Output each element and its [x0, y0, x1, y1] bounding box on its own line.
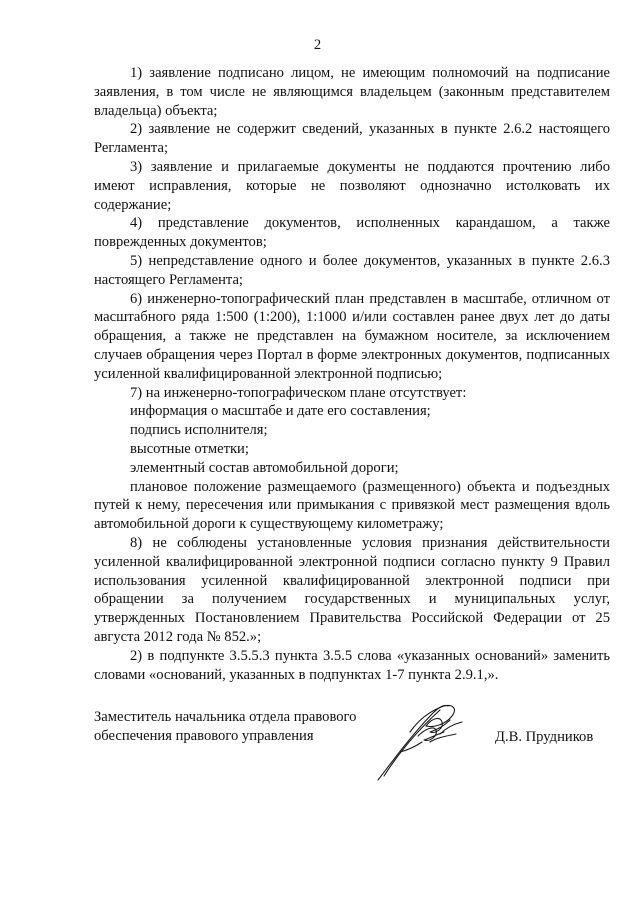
paragraph-item-7: 7) на инженерно-топографическом плане отсутствует: — [130, 384, 467, 401]
page-number: 2 — [313, 37, 322, 53]
paragraph-item-6: 6) инженерно-топографический план представлен в масштабе, отличном от масштабного ряда 1:500 (1:200), 1:1000 и/или составлен ранее двух лет до даты обращения, а также не представлен на бумажном носителе, за исключением случаев обращения через Портал в форме электронных документов, подписанных усиленной квалифицированной электронной подписью; — [94, 290, 610, 382]
paragraph-item-5: 5) непредставление одного и более документов, указанных в пункте 2.6.3 настоящего Регламента; — [94, 252, 610, 288]
paragraph-item-2: 2) заявление не содержит сведений, указанных в пункте 2.6.2 настоящего Регламента; — [94, 121, 610, 157]
paragraph-item-1: 1) заявление подписано лицом, не имеющим полномочий на подписание заявления, в том числе не являющимся владельцем (законным представителем владельца) объекта; — [94, 65, 610, 119]
subitem-signature: подпись исполнителя; — [130, 422, 268, 439]
subitem-scale-date: информация о масштабе и дате его составления; — [130, 403, 431, 420]
paragraph-item-3: 3) заявление и прилагаемые документы не поддаются прочтению либо имеют исправления, которые не позволяют однозначно истолковать их содержание; — [94, 158, 610, 213]
signatory-title — [94, 708, 384, 746]
handwritten-signature — [370, 692, 470, 787]
subitem-elevations: высотные отметки; — [130, 440, 249, 457]
subitem-object-position: плановое положение размещаемого (размещенного) объекта и подъездных путей к нему, пересечения или примыкания с привязкой мест размещения вдоль автомобильной дороги к существующему километражу; — [94, 478, 610, 533]
paragraph-item-4: 4) представление документов, исполненных карандашом, а также поврежденных документов; — [94, 215, 610, 251]
paragraph-amendment-2: 2) в подпункте 3.5.5.3 пункта 3.5.5 слова «указанных оснований» заменить словами «оснований, указанных в подпунктах 1-7 пункта 2.9.1,». — [94, 647, 610, 683]
signatory-name: Д.В. Прудников — [495, 729, 594, 745]
signatory-title-line-2: обеспечения правового управления — [94, 728, 314, 744]
signatory-title-line-1: Заместитель начальника отдела правового — [94, 709, 357, 725]
paragraph-item-8: 8) не соблюдены установленные условия признания действительности усиленной квалифицированной электронной подписи согласно пункту 9 Правил использования усиленной квалифицированной электронной подписи при обращении за получением государственных и муниципальных услуг, утвержденных Постановлением Правительства Российской Федерации от 25 августа 2012 года № 852.»; — [94, 534, 610, 645]
subitem-road-composition: элементный состав автомобильной дороги; — [130, 459, 399, 476]
document-body — [94, 64, 610, 684]
